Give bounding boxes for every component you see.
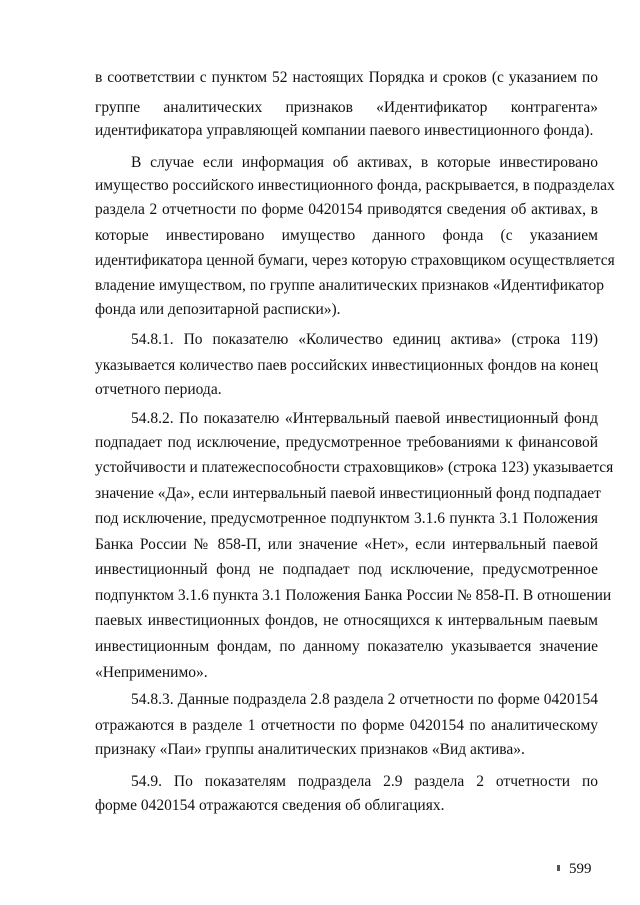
text-line: 54.8.3. Данные подраздела 2.8 раздела 2 отчетности по форме 0420154: [131, 691, 598, 708]
text-line: 54.9. По показателям подраздела 2.9 раздела 2 отчетности по: [131, 773, 598, 790]
text-line: фонда или депозитарной расписки»).: [95, 301, 341, 318]
text-line: группе аналитических признаков «Идентификатор контрагента»: [95, 99, 598, 116]
text-line: форме 0420154 отражаются сведения об облигациях.: [95, 797, 445, 814]
page-number: 599: [569, 861, 592, 877]
text-line: идентификатора управляющей компании паевого инвестиционного фонда).: [95, 122, 594, 139]
text-line: под исключение, предусмотренное подпунктом 3.1.6 пункта 3.1 Положения: [95, 510, 598, 527]
text-line: отчетного периода.: [95, 381, 222, 398]
text-line: «Неприменимо».: [95, 664, 208, 681]
text-line: владение имуществом, по группе аналитических признаков «Идентификатор: [95, 277, 604, 294]
text-line: инвестиционным фондам, по данному показателю указывается значение: [95, 638, 598, 655]
text-line: которые инвестировано имущество данного фонда (с указанием: [95, 227, 598, 244]
text-line: имущество российского инвестиционного фонда, раскрывается, в подразделах: [95, 177, 615, 194]
scan-mark: [557, 865, 560, 871]
text-line: отражаются в разделе 1 отчетности по форме 0420154 по аналитическому: [95, 717, 598, 734]
text-line: подпадает под исключение, предусмотренное требованиями к финансовой: [95, 434, 598, 451]
text-line: устойчивости и платежеспособности страховщиков» (строка 123) указывается: [95, 459, 614, 476]
text-line: 54.8.1. По показателю «Количество единиц актива» (строка 119): [131, 331, 598, 348]
text-line: указывается количество паев российских инвестиционных фондов на конец: [95, 357, 598, 374]
text-line: В случае если информация об активах, в которые инвестировано: [131, 154, 598, 171]
text-line: значение «Да», если интервальный паевой инвестиционный фонд подпадает: [95, 485, 601, 502]
text-line: инвестиционный фонд не подпадает под исключение, предусмотренное: [95, 561, 598, 578]
text-line: 54.8.2. По показателю «Интервальный паевой инвестиционный фонд: [131, 410, 598, 427]
text-line: признаку «Паи» группы аналитических признаков «Вид актива».: [95, 741, 525, 758]
text-line: раздела 2 отчетности по форме 0420154 приводятся сведения об активах, в: [95, 201, 598, 218]
text-line: подпунктом 3.1.6 пункта 3.1 Положения Банка России № 858-П. В отношении: [95, 587, 612, 604]
text-line: паевых инвестиционных фондов, не относящихся к интервальным паевым: [95, 612, 598, 629]
text-line: Банка России № 858-П, или значение «Нет», если интервальный паевой: [95, 536, 598, 553]
text-line: в соответствии с пунктом 52 настоящих Порядка и сроков (с указанием по: [95, 69, 598, 86]
text-line: идентификатора ценной бумаги, через которую страховщиком осуществляется: [95, 252, 615, 269]
